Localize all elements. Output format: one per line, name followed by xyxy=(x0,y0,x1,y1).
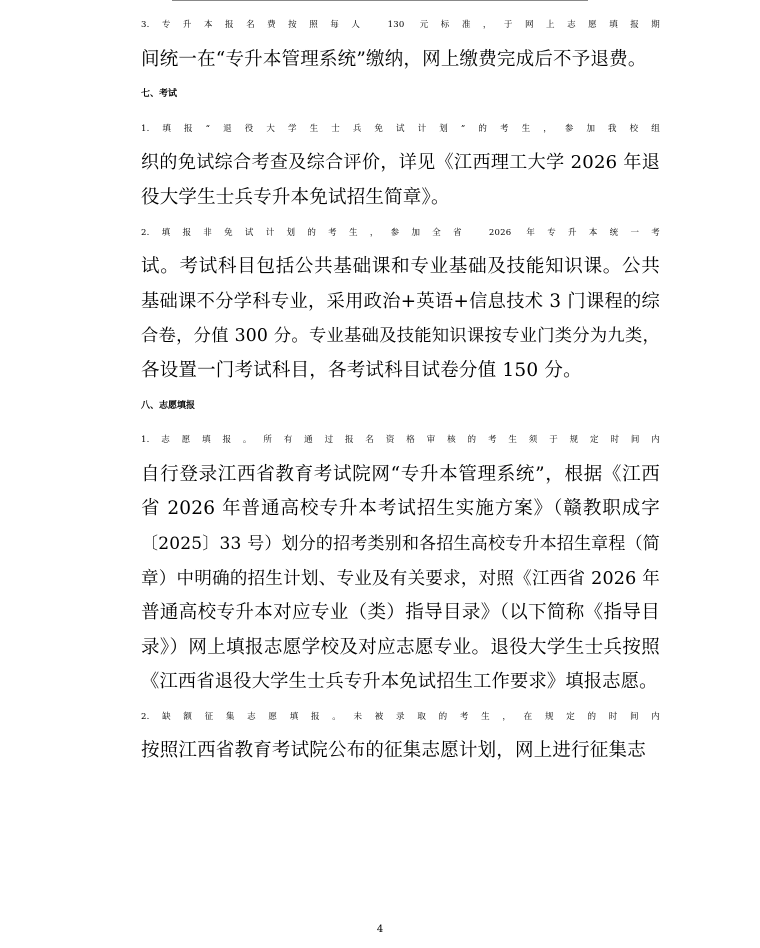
text-line: 合卷，分值 300 分。专业基础及技能知识课按专业门类分为九类， xyxy=(141,326,660,347)
text-line: 自行登录江西省教育考试院网“专升本管理系统”，根据《江西 xyxy=(141,463,660,485)
text-line: 章）中明确的招生计划、专业及有关要求，对照《江西省 2026 年 xyxy=(141,568,660,589)
text-line: 1.志愿填报。所有通过报名资格审核的考生须于规定时间内 xyxy=(141,435,660,446)
top-rule xyxy=(172,0,588,1)
document-body xyxy=(104,8,660,769)
body-paragraph xyxy=(104,700,660,769)
text-line: 省 2026 年普通高校专升本考试招生实施方案》（赣教职成字 xyxy=(141,498,660,520)
section-heading xyxy=(104,389,660,424)
text-line: 试。考试科目包括公共基础课和专业基础及技能知识课。公共 xyxy=(141,256,660,278)
text-line: 2.缺额征集志愿填报。未被录取的考生，在规定的时间内 xyxy=(141,711,660,722)
text-line: 录》）网上填报志愿学校及对应志愿专业。退役大学生士兵按照 xyxy=(141,636,660,658)
text-line: 1.填报“退役大学生士兵免试计划”的考生，参加我校组 xyxy=(141,123,660,134)
text-line: 八、志愿填报 xyxy=(141,400,196,411)
page-number: 4 xyxy=(376,924,384,935)
text-line: 按照江西省教育考试院公布的征集志愿计划，网上进行征集志 xyxy=(141,740,646,762)
text-line: 2.填报非免试计划的考生，参加全省 2026 年专升本统一考 xyxy=(141,227,660,238)
body-paragraph xyxy=(104,216,660,389)
section-heading xyxy=(104,77,660,112)
body-paragraph xyxy=(104,112,660,216)
text-line: 役大学生士兵专升本免试招生简章》。 xyxy=(141,186,450,208)
text-line: 间统一在“专升本管理系统”缴纳，网上缴费完成后不予退费。 xyxy=(141,48,647,70)
body-paragraph xyxy=(104,8,660,77)
text-line: 《江西省退役大学生士兵专升本免试招生工作要求》填报志愿。 xyxy=(141,671,658,693)
text-line: 织的免试综合考查及综合评价，详见《江西理工大学 2026 年退 xyxy=(141,152,660,174)
text-line: 普通高校专升本对应专业（类）指导目录》（以下简称《指导目 xyxy=(141,602,660,624)
text-line: 〔2025〕33 号）划分的招考类别和各招生高校专升本招生章程（简 xyxy=(141,533,660,554)
text-line: 七、考试 xyxy=(141,89,178,100)
text-line: 各设置一门考试科目，各考试科目试卷分值 150 分。 xyxy=(141,359,582,381)
body-paragraph xyxy=(104,423,660,700)
text-line: 3.专升本报名费按照每人 130 元标准，于网上志愿填报期 xyxy=(141,20,660,30)
text-line: 基础课不分学科专业，采用政治+英语+信息技术 3 门课程的综 xyxy=(141,290,660,312)
